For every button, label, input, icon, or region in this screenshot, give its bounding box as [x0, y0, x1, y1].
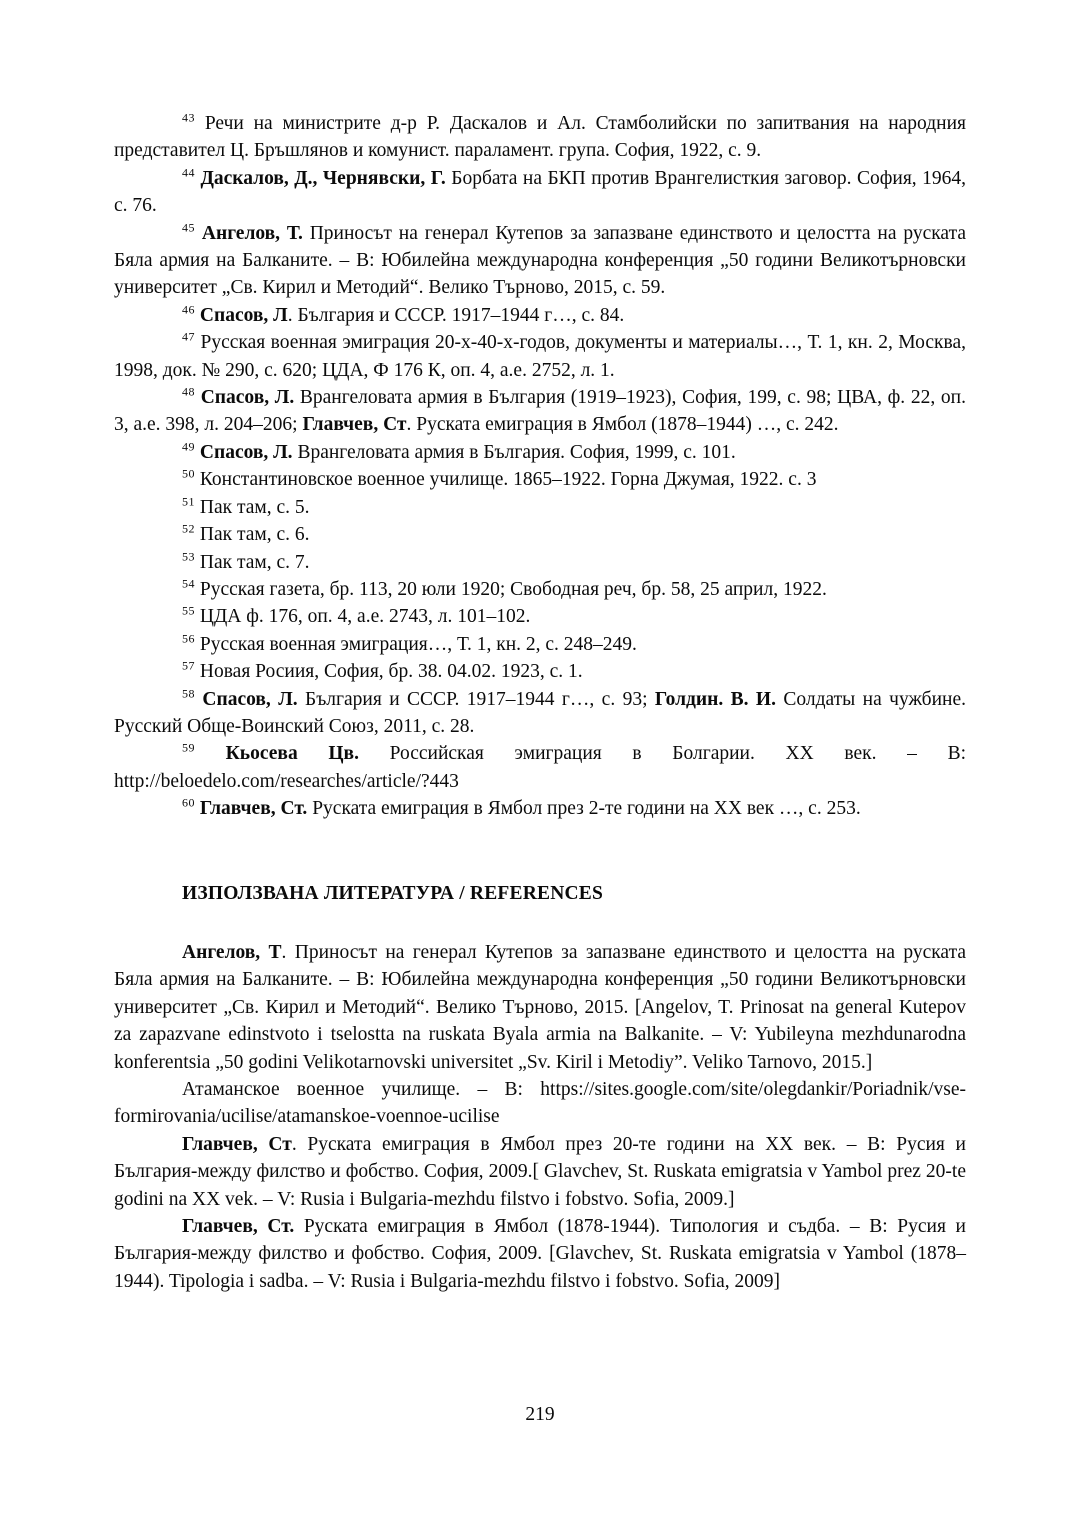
citation-text: . България и СССР. 1917–1944 г…, с. 84.	[287, 304, 625, 326]
footnote	[114, 658, 966, 685]
citation-text: България и СССР. 1917–1944 г…, с. 93;	[297, 688, 655, 710]
footnotes-section	[114, 110, 966, 823]
citation-text: Пак там, с. 7.	[199, 551, 310, 573]
footnote-number: 49	[182, 439, 195, 454]
citation-text: Речи на министрите д-р Р. Даскалов и Ал. Стамболийски по запитвания на народния представител Ц. Бръшлянов и комунист. параламент. група. София, 1922, с. 9.	[114, 113, 967, 162]
reference-entry	[114, 1213, 966, 1295]
footnote-number: 53	[182, 549, 195, 563]
author-name: Спасов, Л.	[199, 441, 293, 463]
footnote-number: 57	[182, 658, 195, 673]
footnote-number: 56	[182, 631, 195, 646]
citation-text: Борбата на БКП против Врангелисткия заговор. София, 1964, с. 76.	[114, 167, 967, 217]
citation-text: Русская военная эмиграция…, Т. 1, кн. 2, с. 248–249.	[199, 633, 637, 655]
reference-entry	[114, 1076, 966, 1131]
footnote	[114, 466, 966, 493]
citation-text: Врангеловата армия в България. София, 1999, с. 101.	[292, 441, 736, 463]
author-name: Главчев, Ст.	[199, 798, 308, 820]
footnote	[114, 521, 966, 548]
footnote-number: 50	[182, 466, 195, 481]
citation-text: Пак там, с. 6.	[199, 524, 310, 546]
citation-text: Врангеловата армия в България (1919–1923), София, 199, с. 98; ЦВА, ф. 22, оп. 3, а.е. 398, л. 204–206;	[114, 387, 966, 436]
footnote	[114, 110, 966, 165]
footnote-number: 55	[182, 603, 195, 618]
footnote	[114, 631, 966, 658]
footnote-number: 60	[182, 795, 195, 810]
citation-text: Приносът на генерал Кутепов за запазване единството и целостта на руската Бяла армия на Балканите. – В: Юбилейна международна конференция „50 години Великотърновски университет „Св. Кирил и Методий“. Велико Търново, 2015, с. 59.	[114, 222, 966, 299]
author-name: Спасов, Л	[199, 304, 288, 326]
footnote	[114, 576, 966, 603]
footnote	[114, 494, 966, 521]
author-name: Кьосева Цв.	[225, 743, 359, 765]
citation-text: Пак там, с. 5.	[199, 496, 310, 518]
footnote-number: 43	[182, 110, 195, 125]
footnote	[114, 740, 966, 795]
footnote	[114, 329, 966, 384]
citation-text: ЦДА ф. 176, оп. 4, а.е. 2743, л. 101–102.	[199, 606, 531, 628]
citation-text: . Руската емиграция в Ямбол (1878–1944) …, с. 242.	[406, 414, 839, 436]
citation-text: Атаманское военное училище. – В: https://sites.google.com/site/olegdankir/Poriadnik/vse-formirovania/ucilise/atamanskoe-voennoe-ucilise	[114, 1079, 966, 1128]
footnote-number: 44	[182, 165, 195, 180]
author-name: Главчев, Ст	[182, 1133, 292, 1155]
footnote	[114, 795, 966, 822]
footnote	[114, 439, 966, 466]
footnote	[114, 220, 966, 302]
references-section	[114, 939, 966, 1295]
author-name: Даскалов, Д., Чернявски, Г.	[200, 167, 446, 189]
footnote	[114, 686, 966, 741]
citation-text: Российская эмиграция в Болгарии. ХХ век. – В: http://beloedelo.com/researches/article/?443	[114, 743, 966, 792]
citation-text: Руската емиграция в Ямбол (1878-1944). Типология и съдба. – В: Русия и България-между филство и фобство. София, 2009. [Glavchev, St. Ruskata emigratsia v Yambol (1878–1944). Tipologia i sadba. – V: Rusia i Bulgaria-mezhdu filstvo i fobstvo. Sofia, 2009]	[114, 1216, 966, 1292]
footnote-number: 59	[182, 740, 195, 755]
footnote	[114, 603, 966, 630]
footnote-number: 58	[182, 686, 195, 701]
citation-text: Русская военная эмиграция 20-х-40-х-годов, документы и материалы…, Т. 1, кн. 2, Москва, 1998, док. № 290, с. 620; ЦДА, Ф 176 К, оп. 4, а.е. 2752, л. 1.	[114, 332, 966, 381]
author-name: Голдин. В. И.	[654, 688, 776, 710]
author-name: Главчев, Ст	[302, 414, 407, 436]
footnote	[114, 384, 966, 439]
footnote-number: 45	[182, 220, 195, 235]
footnote-number: 48	[182, 384, 195, 399]
reference-entry	[114, 1131, 966, 1213]
references-heading: ИЗПОЛЗВАНА ЛИТЕРАТУРА / REFERENCES	[182, 882, 604, 904]
author-name: Спасов, Л.	[200, 387, 295, 409]
citation-text: . Руската емиграция в Ямбол през 20-те години на ХХ век. – В: Русия и България-между филство и фобство. София, 2009.[ Glavchev, St. Ruskata emigratsia v Yambol prez 20-te godini na XX vek. – V: Rusia i Bulgaria-mezhdu filstvo i fobstvo. Sofia, 2009.]	[114, 1133, 966, 1210]
citation-text: . Приносът на генерал Кутепов за запазване единството и целостта на руската Бяла армия на Балканите. – В: Юбилейна международна конференция „50 години Великотърновски университет „Св. Кирил и Методий“. Велико Търново, 2015. [Angelov, T. Prinosat na general Kutepov za zapazvane edinstvoto i tselostta na ruskata Byala armia na Balkanite. – V: Yubileyna mezhdunarodna konferentsia „50 godini Velikotarnovski universitet „Sv. Kiril i Metodiy”. Veliko Tarnovo, 2015.]	[114, 941, 966, 1073]
footnote-number: 52	[182, 521, 195, 536]
footnote	[114, 549, 966, 576]
citation-text: Русская газета, бр. 113, 20 юли 1920; Свободная реч, бр. 58, 25 април, 1922.	[199, 578, 827, 600]
author-name: Ангелов, Т.	[201, 222, 303, 244]
author-name: Главчев, Ст.	[182, 1216, 295, 1238]
citation-text: Солдаты на чужбине. Русский Обще-Воинский Союз, 2011, с. 28.	[114, 688, 967, 737]
citation-text: Константиновское военное училище. 1865–1922. Горна Джумая, 1922. с. 3	[199, 469, 817, 491]
footnote-number: 47	[182, 329, 195, 344]
footnote	[114, 302, 966, 329]
author-name: Спасов, Л.	[202, 688, 298, 710]
citation-text: Руската емиграция в Ямбол през 2-те години на ХХ век …, с. 253.	[307, 798, 861, 820]
page-number: 219	[525, 1404, 555, 1425]
footnote-number: 46	[182, 302, 195, 317]
author-name: Ангелов, Т	[182, 941, 282, 963]
reference-entry	[114, 939, 966, 1076]
citation-text: Новая Росиия, София, бр. 38. 04.02. 1923, с. 1.	[199, 661, 583, 683]
footnote	[114, 165, 966, 220]
footnote-number: 51	[182, 494, 195, 509]
footnote-number: 54	[182, 576, 195, 591]
